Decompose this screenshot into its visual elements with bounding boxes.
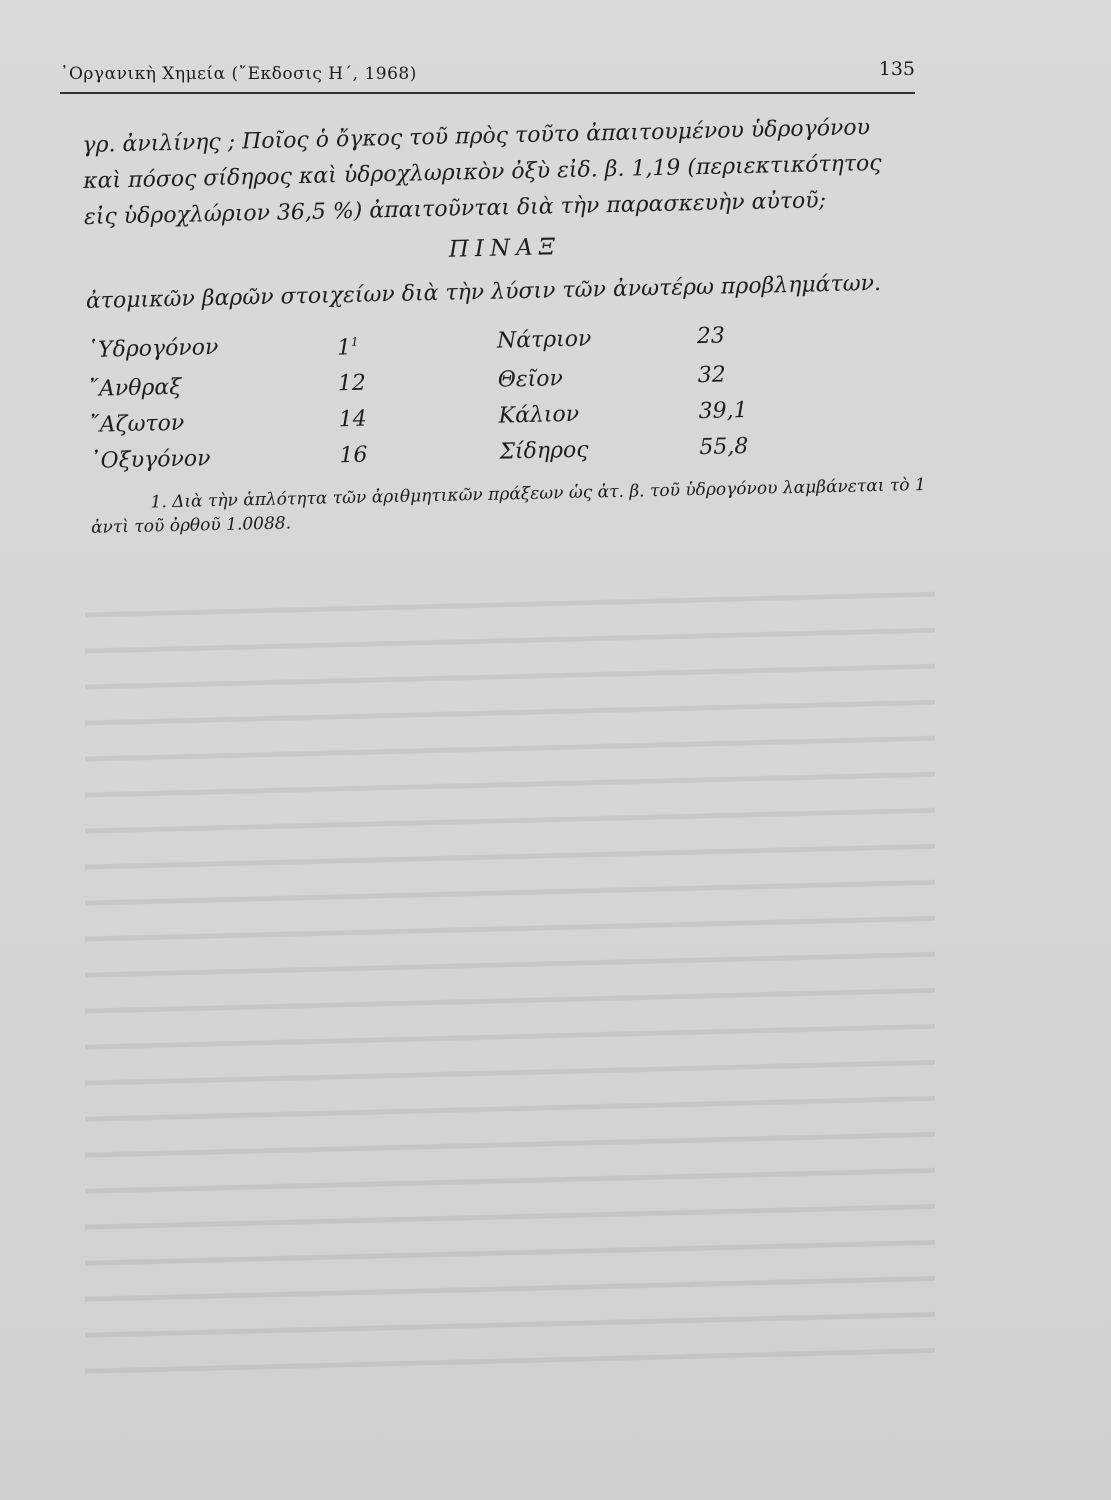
element-weight: 16 [339, 442, 368, 469]
element-weight: 12 [337, 370, 367, 397]
element-weight: 14 [338, 406, 367, 433]
page-number: 135 [878, 58, 915, 80]
running-head: ᾿Οργανικὴ Χημεία (῎Εκδοσις Η΄, 1968) [60, 64, 417, 84]
table-title: ΠΙΝΑΞ [448, 234, 562, 263]
element-weight: 32 [697, 362, 727, 389]
element-name: Σίδηρος [499, 437, 589, 465]
footnote-mark: 1 [350, 334, 359, 349]
element-name: Κάλιον [498, 402, 580, 429]
element-name: ῎Αζωτον [88, 411, 185, 439]
footnote: 1. Διὰ τὴν ἁπλότητα τῶν ἀριθμητικῶν πράξεων ὡς ἀτ. β. τοῦ ὑδρογόνου λαμβάνεται τὸ 1 ἀντὶ τοῦ ὀρθοῦ 1.0088. [90, 475, 926, 539]
element-weight: 23 [696, 323, 726, 350]
problem-line-1: γρ. ἀνιλίνης ; Ποῖος ὁ ὄγκος τοῦ πρὸς τοῦτο ἀπαιτουμένου ὑδρογόνου [82, 115, 871, 158]
atomic-weights-table [87, 313, 820, 480]
table-subtitle: ἀτομικῶν βαρῶν στοιχείων διὰ τὴν λύσιν τῶν ἀνωτέρω προβλημάτων. [85, 270, 882, 314]
weight-value: 1 [336, 335, 352, 361]
element-name: Θεῖον [497, 366, 564, 393]
element-weight [337, 321, 498, 367]
element-name: ᾿Οξυγόνον [89, 446, 211, 475]
problem-line-2: καὶ πόσος σίδηρος καὶ ὑδροχλωρικὸν ὀξὺ εἰδ. β. 1,19 (περιεκτικότητος [82, 150, 882, 194]
bleed-through-texture [85, 590, 935, 1380]
element-name: ῎Ανθραξ [87, 375, 182, 403]
page-header [60, 58, 915, 94]
body-text [82, 109, 931, 540]
element-name: ῾Υδρογόνον [86, 335, 219, 364]
element-weight: 39,1 [698, 398, 748, 425]
element-weight: 55,8 [699, 434, 749, 461]
problem-line-3: εἰς ὑδροχλώριον 36,5 %) ἀπαιτοῦνται διὰ τὴν παρασκευὴν αὐτοῦ; [83, 188, 827, 230]
element-name: Νάτριον [496, 326, 592, 354]
